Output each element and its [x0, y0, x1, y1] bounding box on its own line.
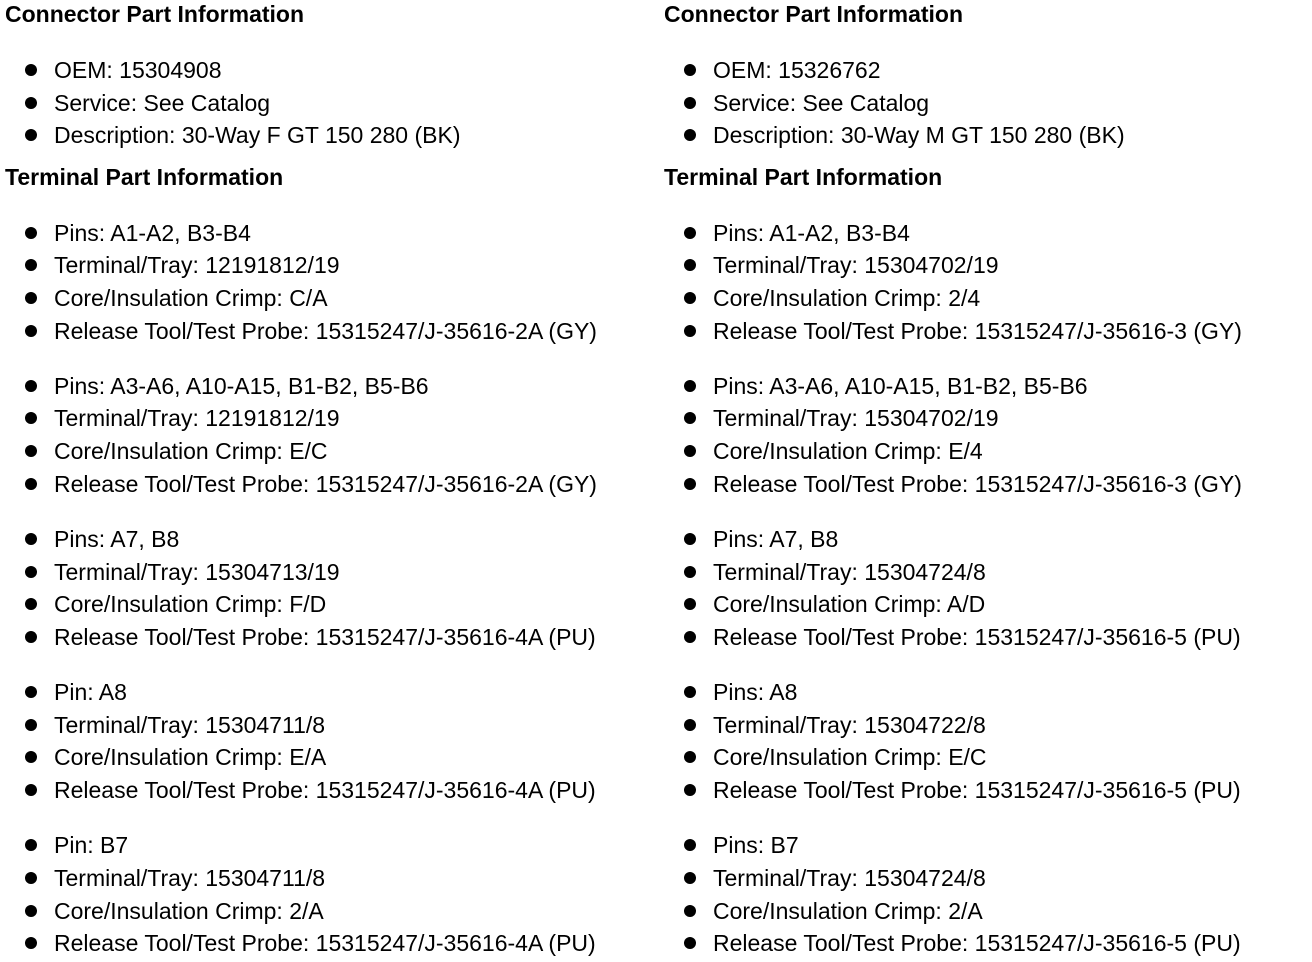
- bullet-icon: [684, 325, 696, 337]
- bullet-icon: [684, 478, 696, 490]
- bullet-icon: [25, 905, 37, 917]
- bullet-icon: [684, 751, 696, 763]
- bullet-icon: [684, 292, 696, 304]
- bullet-icon: [25, 872, 37, 884]
- bullet-icon: [684, 784, 696, 796]
- bullet-icon: [25, 533, 37, 545]
- bullet-icon: [25, 839, 37, 851]
- bullet-icon: [25, 478, 37, 490]
- terminal-heading: Terminal Part Information: [664, 164, 943, 190]
- bullet-icon: [25, 566, 37, 578]
- terminal-heading: Terminal Part Information: [5, 164, 284, 190]
- bullet-icon: [684, 445, 696, 457]
- bullet-icon: [684, 97, 696, 109]
- bullet-icon: [684, 566, 696, 578]
- bullet-icon: [684, 905, 696, 917]
- bullet-icon: [684, 719, 696, 731]
- bullet-icon: [25, 380, 37, 392]
- bullet-icon: [684, 598, 696, 610]
- bullet-icon: [25, 598, 37, 610]
- bullet-icon: [25, 292, 37, 304]
- bullet-icon: [25, 631, 37, 643]
- bullet-icon: [684, 412, 696, 424]
- bullet-icon: [25, 719, 37, 731]
- bullet-icon: [684, 839, 696, 851]
- connector-heading: Connector Part Information: [664, 1, 964, 27]
- bullet-icon: [25, 129, 37, 141]
- bullet-icon: [684, 259, 696, 271]
- bullet-icon: [684, 686, 696, 698]
- bullet-icon: [25, 784, 37, 796]
- bullet-icon: [684, 937, 696, 949]
- bullet-icon: [25, 686, 37, 698]
- bullet-icon: [684, 227, 696, 239]
- bullet-icon: [25, 325, 37, 337]
- bullet-icon: [25, 64, 37, 76]
- bullet-icon: [684, 631, 696, 643]
- bullet-icon: [25, 97, 37, 109]
- bullet-icon: [684, 129, 696, 141]
- bullet-icon: [684, 380, 696, 392]
- bullet-icon: [684, 872, 696, 884]
- bullet-icon: [684, 533, 696, 545]
- bullet-icon: [25, 937, 37, 949]
- bullet-icon: [25, 259, 37, 271]
- connector-heading: Connector Part Information: [5, 1, 305, 27]
- bullet-icon: [25, 751, 37, 763]
- bullet-icon: [25, 227, 37, 239]
- bullet-icon: [25, 412, 37, 424]
- bullet-icon: [25, 445, 37, 457]
- bullet-icon: [684, 64, 696, 76]
